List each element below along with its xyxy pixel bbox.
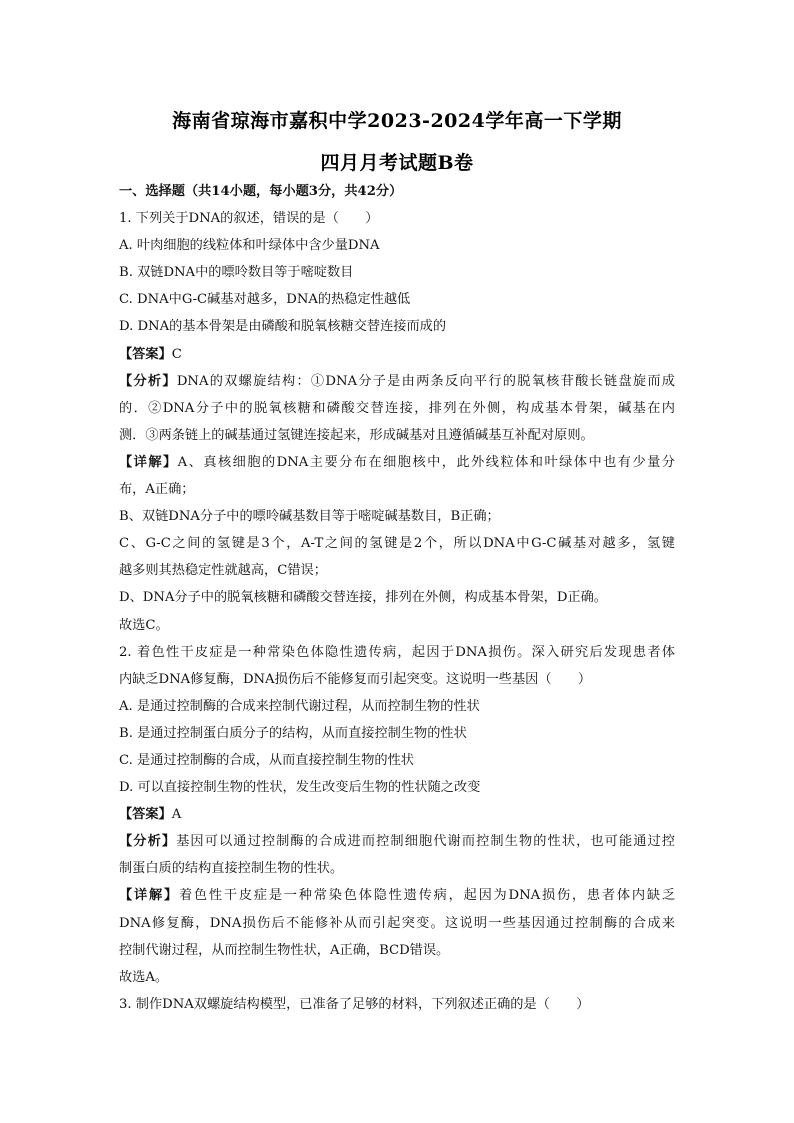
question-2-detail-line-2: DNA修复酶，DNA损伤后不能修补从而引起突变。这说明一些基因通过控制酶的合成来 [119,915,675,931]
document-title-line-1: 海南省琼海市嘉积中学2023-2024学年高一下学期 [172,110,622,132]
answer-value: C [171,346,182,362]
analysis-tag: 【分析】 [119,834,177,850]
question-1-option-b: B. 双链DNA中的嘌呤数目等于嘧啶数目 [119,265,354,281]
question-2-option-b: B. 是通过控制蛋白质分子的结构，从而直接控制生物的性状 [119,725,467,741]
document-body [119,178,675,1018]
question-1-detail-line-1 [119,449,675,476]
question-1-detail-line-6: D、DNA分子中的脱氧核糖和磷酸交替连接，排列在外侧，构成基本骨架，D正确。 [119,590,607,606]
question-1-stem: 1. 下列关于DNA的叙述，错误的是（ ） [119,211,379,227]
question-2-stem-line-1: 2. 着色性干皮症是一种常染色体隐性遗传病，起因于DNA损伤。深入研究后发现患者体 [119,644,675,660]
document-title-line-2: 四月月考试题B卷 [320,152,474,174]
question-1-option-c: C. DNA中G-C碱基对越多，DNA的热稳定性越低 [119,292,411,308]
question-1-option-a: A. 叶肉细胞的线粒体和叶绿体中含少量DNA [119,238,380,254]
question-2-option-c: C. 是通过控制酶的合成，从而直接控制生物的性状 [119,752,414,768]
question-1-option-d: D. DNA的基本骨架是由磷酸和脱氧核糖交替连接而成的 [119,319,447,335]
question-2-conclusion: 故选A。 [119,969,169,985]
question-2-answer [119,801,675,828]
detail-text: 着色性干皮症是一种常染色体隐性遗传病，起因为DNA损伤，患者体内缺乏 [178,888,675,904]
detail-tag: 【详解】 [119,888,179,904]
question-1-answer [119,341,675,368]
question-1-analysis-line-2: 的．②DNA分子中的脱氧核糖和磷酸交替连接，排列在外侧，构成基本骨架，碱基在内 [119,400,675,416]
question-2-detail-line-3: 控制代谢过程，从而控制生物性状，A正确，BCD错误。 [119,942,450,958]
question-2-stem-line-2: 内缺乏DNA修复酶，DNA损伤后不能修复而引起突变。这说明一些基因（ ） [119,671,592,687]
detail-text: A、真核细胞的DNA主要分布在细胞核中，此外线粒体和叶绿体中也有少量分 [177,454,675,470]
section-heading: 一、选择题（共14小题，每小题3分，共42分） [119,184,403,199]
question-1-detail-line-3: B、双链DNA分子中的嘌呤碱基数目等于嘧啶碱基数目，B正确； [119,509,500,525]
question-2-option-d: D. 可以直接控制生物的性状，发生改变后生物的性状随之改变 [119,780,481,796]
question-1-analysis-line-3: 测．③两条链上的碱基通过氢键连接起来，形成碱基对且遵循碱基互补配对原则。 [119,427,594,443]
question-1-detail-line-4: C、G-C之间的氢键是3个，A-T之间的氢键是2个，所以DNA中G-C碱基对越多，氢键 [119,536,675,552]
question-1-analysis-line-1 [119,368,675,395]
question-1-detail-line-5: 越多则其热稳定性就越高，C错误； [119,563,327,579]
answer-tag: 【答案】 [119,807,172,823]
question-2-detail-line-1 [119,882,675,909]
analysis-text: 基因可以通过控制酶的合成进而控制细胞代谢而控制生物的性状，也可能通过控 [176,834,675,850]
question-3-stem: 3. 制作DNA双螺旋结构模型，已准备了足够的材料，下列叙述正确的是（ ） [119,996,590,1012]
analysis-tag: 【分析】 [119,373,177,389]
question-2-analysis-line-1 [119,828,675,855]
question-2-option-a: A. 是通过控制酶的合成来控制代谢过程，从而控制生物的性状 [119,698,480,714]
question-2-analysis-line-2: 制蛋白质的结构直接控制生物的性状。 [119,861,344,877]
question-1-detail-line-2: 布，A正确； [119,482,195,498]
detail-tag: 【详解】 [119,454,178,470]
answer-tag: 【答案】 [119,346,172,362]
question-1-conclusion: 故选C。 [119,617,169,633]
answer-value: A [171,807,182,823]
analysis-text: DNA的双螺旋结构：①DNA分子是由两条反向平行的脱氧核苷酸长链盘旋而成 [176,373,675,389]
